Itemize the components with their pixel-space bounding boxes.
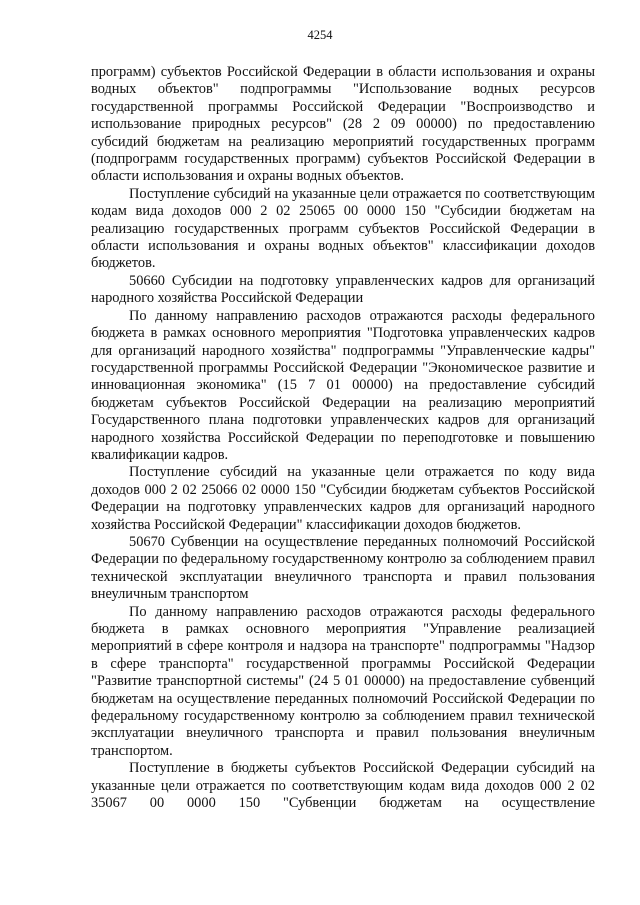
- heading-50660: 50660 Субсидии на подготовку управленческих кадров для организаций народного хозяйства Российской Федерации: [91, 272, 595, 307]
- paragraph-expenses-50660: По данному направлению расходов отражаются расходы федерального бюджета в рамках основного мероприятия "Подготовка управленческих кадров для организаций народного хозяйства" подпрограммы "Управленческие кадры" государственной программы Российской Федерации "Экономическое развитие и инновационная экономика" (15 7 01 00000) на предоставление субсидий бюджетам субъектов Российской Федерации на реализацию мероприятий Государственного плана подготовки управленческих кадров для организаций народного хозяйства Российской Федерации по переподготовке и повышению квалификации кадров.: [91, 307, 595, 463]
- heading-50670: 50670 Субвенции на осуществление переданных полномочий Российской Федерации по федеральному государственному контролю за соблюдением правил технической эксплуатации внеуличного транспорта и правил пользования внеуличным транспортом: [91, 533, 595, 603]
- paragraph-income-subsidies-water: Поступление субсидий на указанные цели отражается по соответствующим кодам вида доходов 000 2 02 25065 00 0000 150 "Субсидии бюджетам на реализацию государственных программ субъектов Российской Федерации в области использования и охраны водных объектов" классификации доходов бюджетов.: [91, 185, 595, 272]
- document-body: [91, 64, 595, 812]
- paragraph-continuation: программ) субъектов Российской Федерации в области использования и охраны водных объектов" подпрограммы "Использование водных ресурсов государственной программы Российской Федерации "Воспроизводство и использование природных ресурсов" (28 2 09 00000) по предоставлению субсидий бюджетам на реализацию мероприятий государственных программ (подпрограмм государственных программ) субъектов Российской Федерации в области использования и охраны водных объектов.: [91, 64, 595, 185]
- paragraph-income-50660: Поступление субсидий на указанные цели отражается по коду вида доходов 000 2 02 25066 02 0000 150 "Субсидии бюджетам субъектов Российской Федерации на подготовку управленческих кадров для организаций народного хозяйства Российской Федерации" классификации доходов бюджетов.: [91, 464, 595, 533]
- page-number: 4254: [307, 28, 333, 42]
- paragraph-expenses-50670: По данному направлению расходов отражаются расходы федерального бюджета в рамках основного мероприятия "Управление реализацией мероприятий в сфере контроля и надзора на транспорте" подпрограммы "Надзор в сфере транспорта" государственной программы Российской Федерации "Развитие транспортной системы" (24 5 01 00000) на предоставление субвенций бюджетам на осуществление переданных полномочий Российской Федерации по федеральному государственному контролю за соблюдением правил технической эксплуатации внеуличного транспорта и правил пользования внеуличным транспортом.: [91, 603, 595, 759]
- paragraph-income-50670: Поступление в бюджеты субъектов Российской Федерации субсидий на указанные цели отражается по соответствующим кодам вида доходов 000 2 02 35067 00 0000 150 "Субвенции бюджетам на осуществление: [91, 760, 595, 812]
